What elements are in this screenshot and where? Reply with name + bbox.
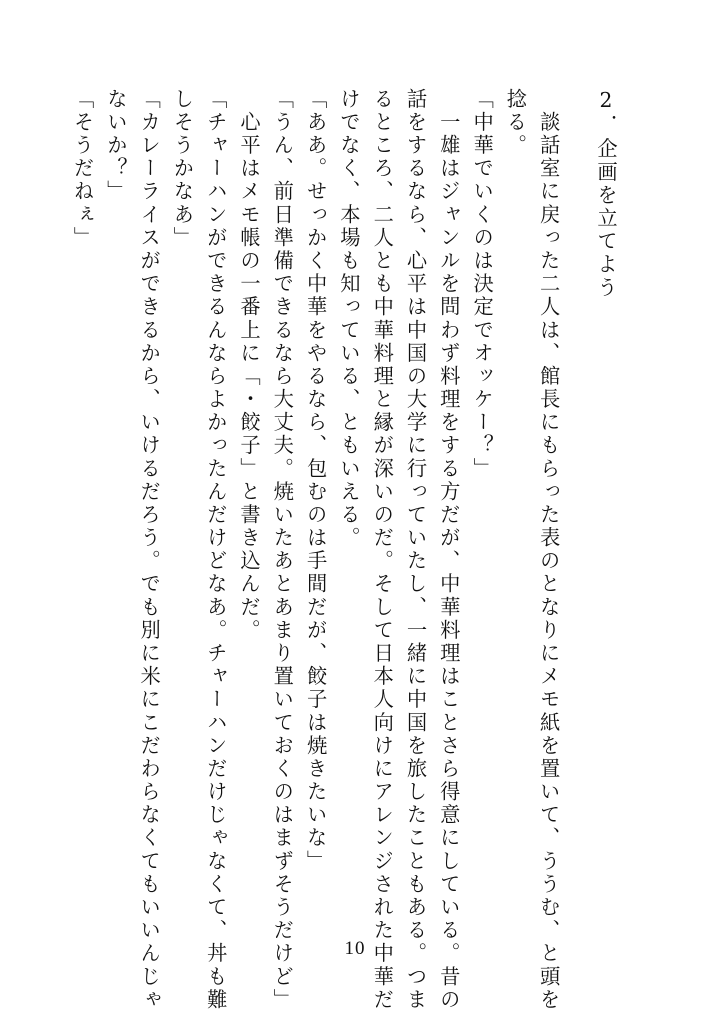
- text-line: 「チャーハンができるんならよかったんだけどなあ。チャーハンだけじゃなくて、丼も難: [203, 88, 228, 1012]
- text-line: 心平はメモ帳の一番上に「・餃子」と書き込んだ。: [237, 88, 262, 643]
- text-line: 一雄はジャンルを問わず料理をする方だが、中華料理はことさら得意にしている。昔の: [436, 88, 461, 1012]
- text-line: 「カレーライスができるから、いけるだろう。でも別に米にこだわらなくてもいいんじゃ: [137, 88, 162, 1012]
- text-line: 「そうだねぇ」: [70, 88, 95, 250]
- text-line: るところ、二人とも中華料理と縁が深いのだ。そして日本人向けにアレンジされた中華だ: [370, 88, 395, 1012]
- text-line: 話をするなら、心平は中国の大学に行っていたし、一緒に中国を旅したこともある。つま: [403, 88, 428, 1012]
- chapter-heading: 2．企画を立てよう: [594, 88, 618, 300]
- text-line: 捻る。: [503, 88, 528, 158]
- page-number: 10: [344, 938, 366, 959]
- text-line: 「ああ。せっかく中華をやるなら、包むのは手間だが、餃子は焼きたいな」: [303, 88, 328, 874]
- text-line: ないか？」: [103, 88, 128, 204]
- text-line: けでなく、本場も知っている、ともいえる。: [336, 88, 361, 550]
- text-line: しそうかなあ」: [170, 88, 195, 250]
- text-line: 談話室に戻った二人は、館長にもらった表のとなりにメモ紙を置いて、ううむ、と頭を: [536, 88, 561, 1012]
- text-line: 「中華でいくのは決定でオッケー？」: [470, 88, 495, 481]
- text-line: 「うん、前日準備できるなら大丈夫。焼いたあとあまり置いておくのはまずそうだけど」: [270, 88, 295, 1012]
